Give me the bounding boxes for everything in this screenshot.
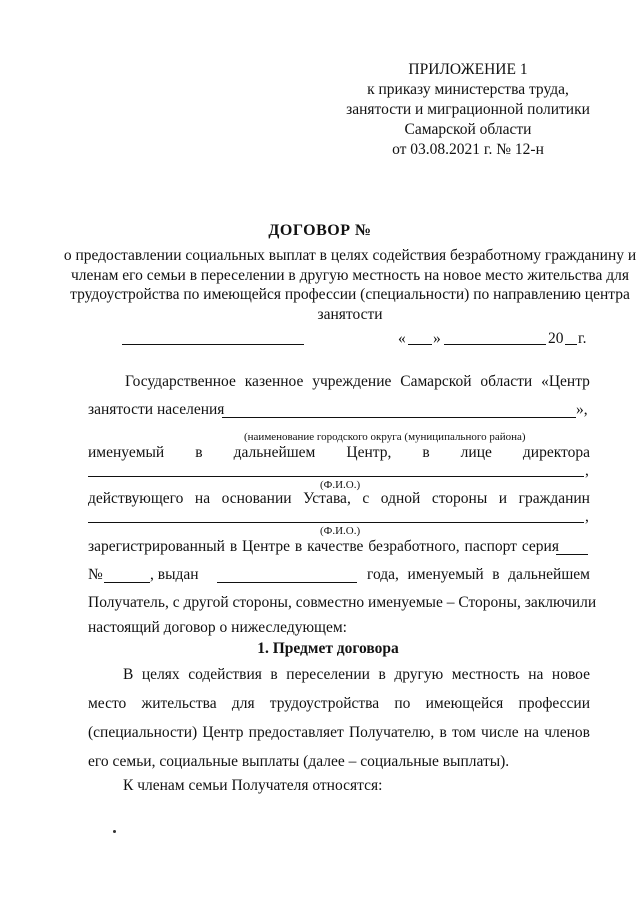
word: «Центр [541, 373, 590, 390]
appendix-line-3: занятости и миграционной политики [346, 101, 590, 118]
passport-issued-label: , выдан [150, 566, 199, 583]
section-1-paragraph-2 [88, 771, 590, 800]
paragraph-text: В целях содействия в переселении в другую местность на новое место жительства для трудоустройства по имеющейся профессии (специальности) Центр предоставляет Получателю, в том числе на членов его семьи, социальные выплаты (далее – социальные выплаты). [88, 666, 590, 770]
word: в [195, 444, 203, 461]
word: дальнейшем [233, 444, 316, 461]
section-1-paragraph-1 [88, 660, 590, 776]
word: Государственное [125, 373, 236, 390]
year-blank [565, 330, 577, 345]
word: директора [522, 444, 590, 461]
appendix-header [318, 60, 618, 160]
document-title: ДОГОВОР № [268, 222, 372, 239]
document-subtitle: о предоставлении социальных выплат в целях содействия безработному гражданину и членам его семьи в переселении в другую местность на новое место жительства для трудоустройства по имеющейся профессии (специальности) по направлению центра занятости [63, 247, 637, 323]
section-1-heading: 1. Предмет договора [257, 640, 399, 657]
word: именуемый [407, 566, 484, 583]
date-open-quote: « [398, 330, 406, 347]
citizen-name-blank [88, 508, 584, 523]
director-name-blank [88, 462, 584, 477]
word: учреждение [312, 373, 392, 390]
word: с [362, 490, 370, 507]
word: казенное [244, 373, 304, 390]
month-blank [444, 330, 546, 345]
year-suffix: г. [578, 330, 587, 347]
word: стороны [431, 490, 488, 507]
intro-line-4-end: , [585, 462, 589, 479]
passport-series-blank [556, 538, 588, 555]
passport-number-blank [104, 566, 150, 583]
word: года, [367, 566, 399, 583]
appendix-line-4: Самарской области [404, 121, 532, 138]
note-fio-director: (Ф.И.О.) [320, 479, 361, 491]
word: одной [380, 490, 421, 507]
word: Устава, [303, 490, 351, 507]
word: основании [221, 490, 292, 507]
word: Самарской [400, 373, 472, 390]
paragraph-text: К членам семьи Получателя относятся: [123, 777, 383, 794]
intro-line-2-start: занятости населения [88, 401, 225, 418]
intro-line-1 [125, 373, 590, 391]
word: гражданин [518, 490, 590, 507]
word: лице [460, 444, 492, 461]
scan-speck [113, 830, 116, 833]
word: действующего [88, 490, 184, 507]
word: в [422, 444, 430, 461]
appendix-line-2: к приказу министерства труда, [367, 81, 569, 98]
place-blank [122, 330, 304, 345]
date-close-quote: » [433, 330, 441, 347]
day-blank [408, 330, 432, 345]
intro-line-10: настоящий договор о нижеследующем: [88, 619, 347, 636]
intro-line-3 [88, 444, 590, 462]
intro-line-9: Получатель, с другой стороны, совместно именуемые – Стороны, заключили [88, 594, 597, 611]
intro-line-5 [88, 490, 590, 508]
appendix-line-5: от 03.08.2021 г. № 12-н [392, 141, 544, 158]
intro-line-8-rest [367, 566, 590, 584]
appendix-line-1: ПРИЛОЖЕНИЕ 1 [408, 61, 528, 78]
word: Центр, [346, 444, 392, 461]
note-municipality: (наименование городского округа (муниципального района) [244, 431, 526, 443]
municipality-blank [222, 401, 576, 418]
word: дальнейшем [508, 566, 590, 583]
word: в [492, 566, 500, 583]
word: и [498, 490, 508, 507]
intro-line-6-end: , [585, 508, 589, 525]
passport-no-label: № [88, 566, 103, 583]
word: именуемый [88, 444, 165, 461]
year-prefix: 20 [548, 330, 564, 347]
word: области [480, 373, 533, 390]
intro-line-2-end: », [576, 401, 588, 418]
note-fio-citizen: (Ф.И.О.) [320, 525, 361, 537]
intro-line-7: зарегистрированный в Центре в качестве безработного, паспорт серия [88, 538, 559, 555]
passport-issuer-blank [217, 566, 357, 583]
word: на [194, 490, 211, 507]
